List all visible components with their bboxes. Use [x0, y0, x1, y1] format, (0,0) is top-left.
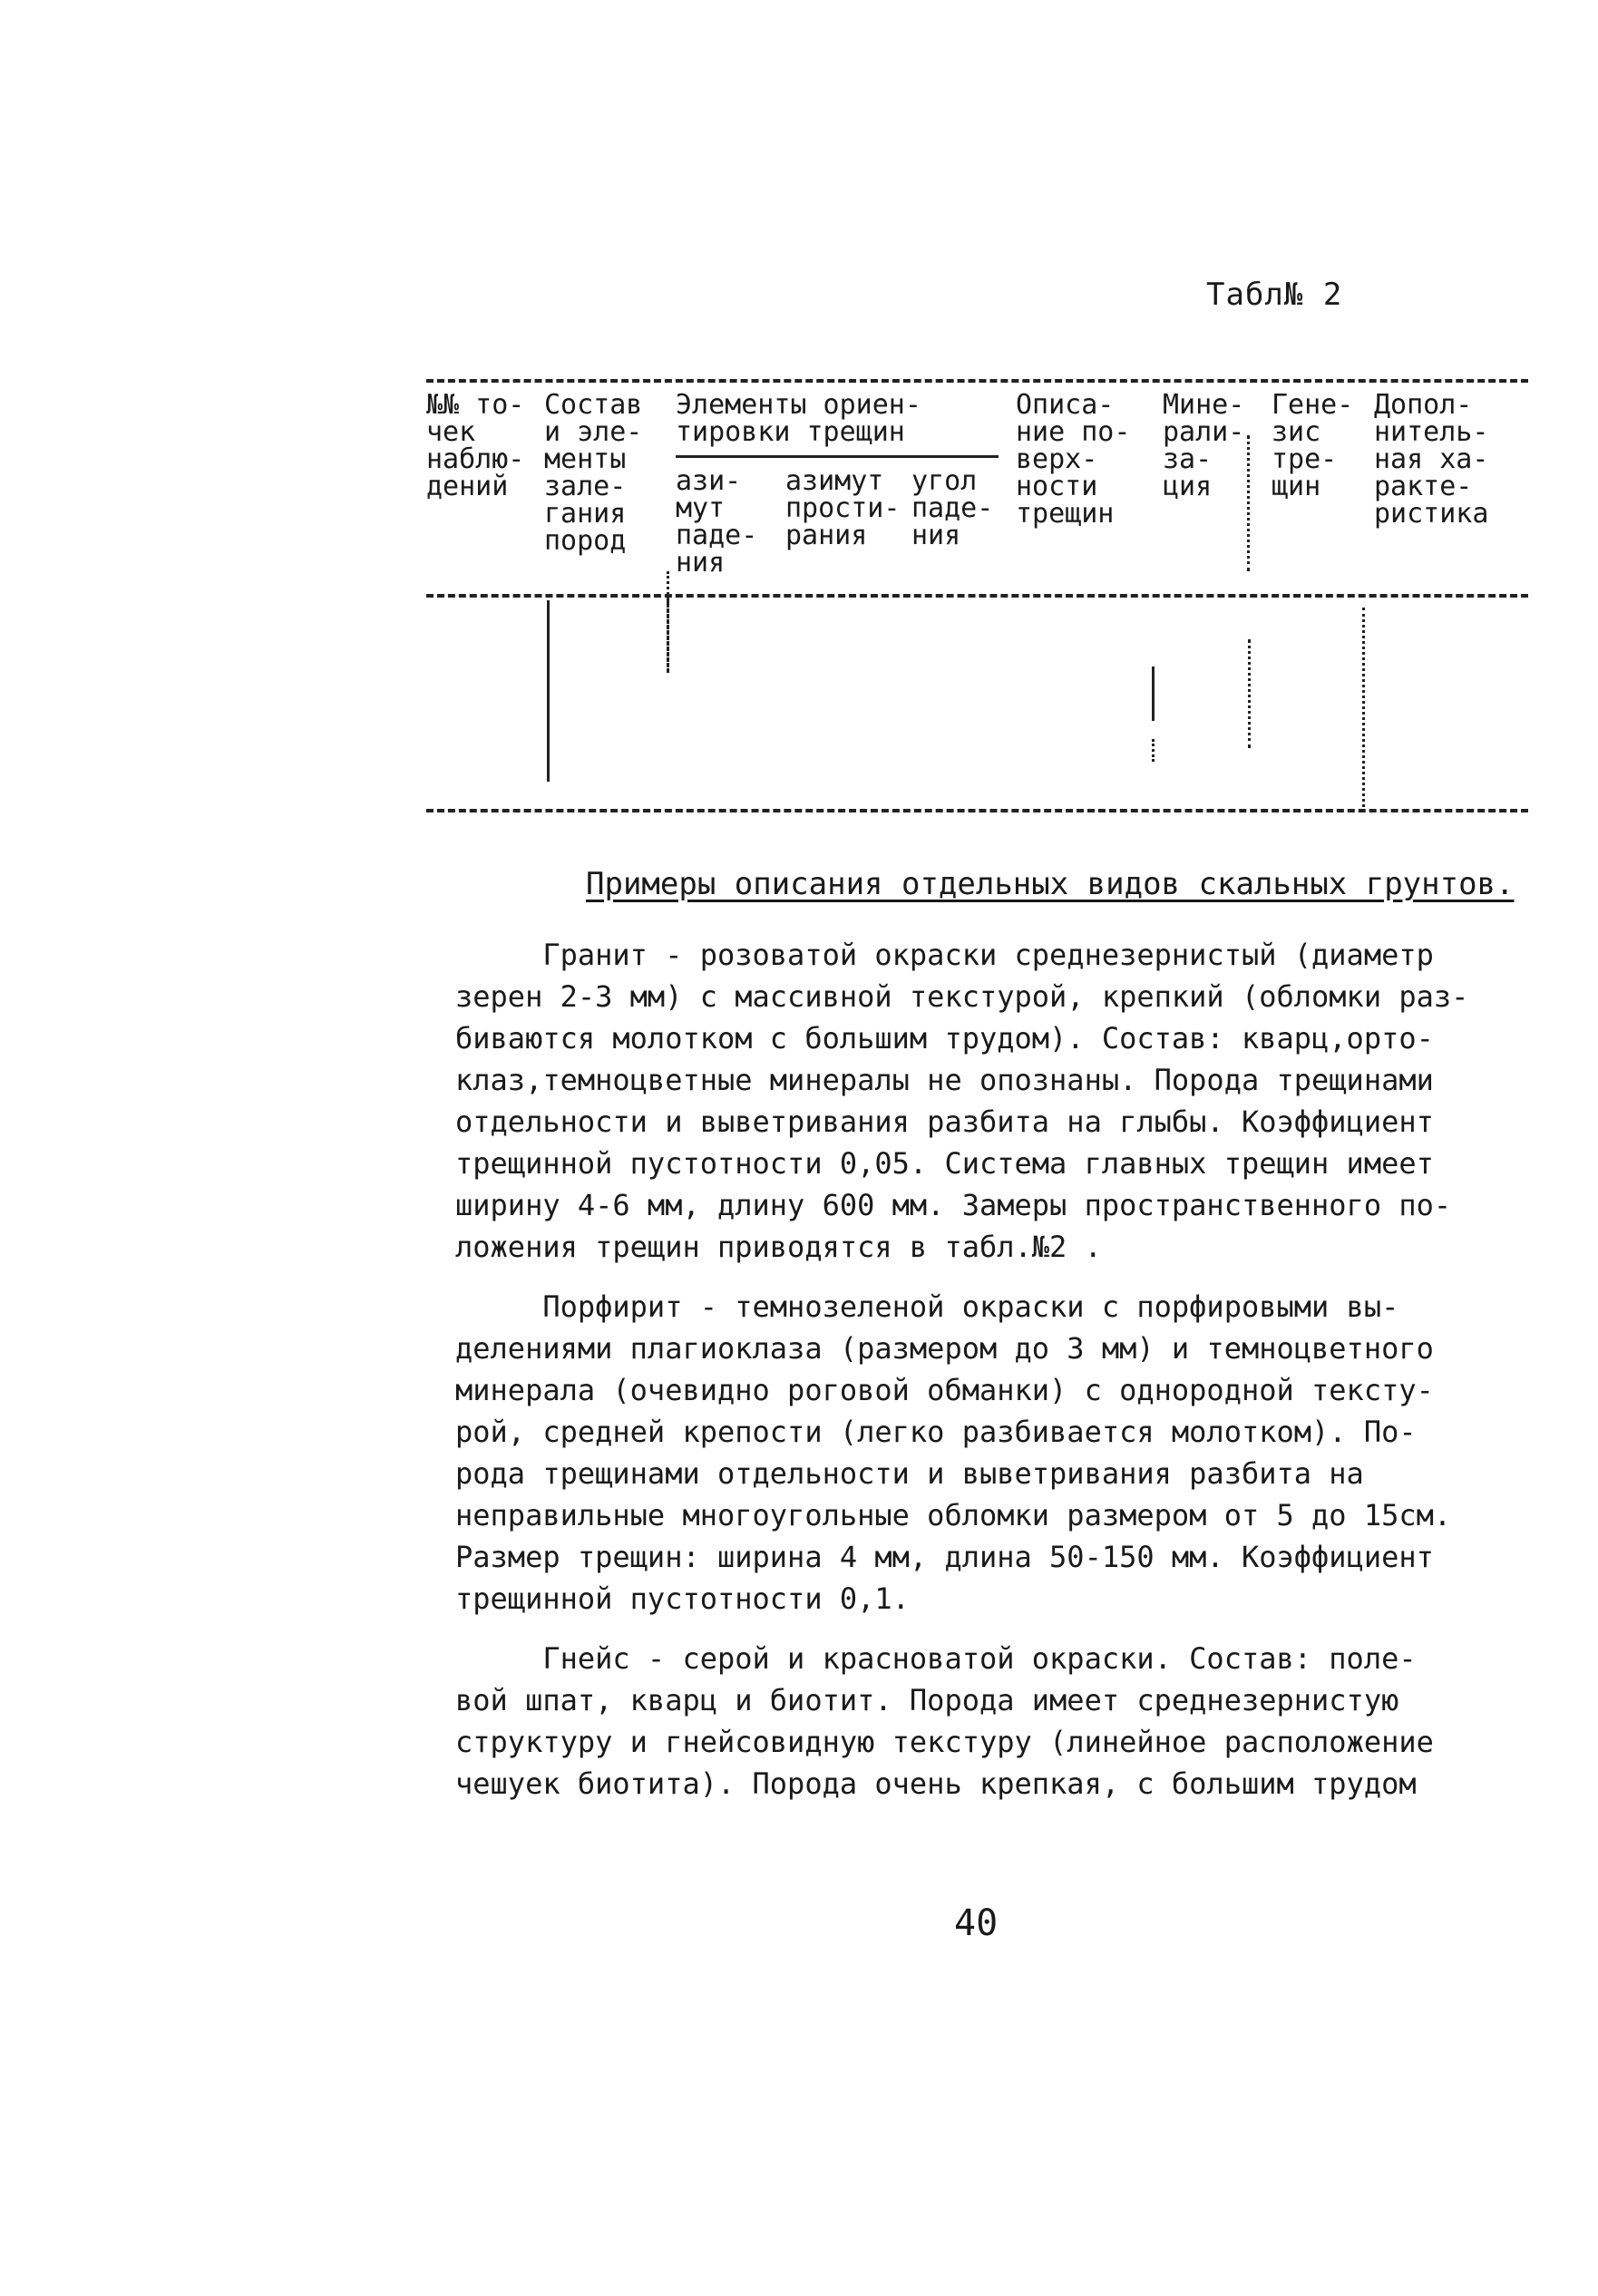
column-divider [1152, 739, 1155, 762]
text-line: ложения трещин приводятся в табл.№2 . [455, 1230, 1102, 1264]
header-mineralization: Мине- рали- за- ция [1163, 389, 1245, 502]
column-divider [1248, 639, 1251, 748]
table-bottom-rule [426, 809, 1528, 812]
text-line: рой, средней крепости (легко разбивается молотком). По- [455, 1415, 1417, 1449]
paragraph-granite [455, 934, 1516, 1268]
header-orientation: Элементы ориен- тировки трещин [676, 389, 921, 448]
text-line: ширину 4-6 мм, длину 600 мм. Замеры пространственного по- [455, 1188, 1452, 1222]
header-surface-description: Описа- ние по- верх- ности трещин [1016, 389, 1131, 530]
text-line: зерен 2-3 мм) с массивной текстурой, крепкий (обломки раз- [455, 979, 1469, 1014]
paragraph-porphyrite [455, 1286, 1516, 1620]
table-top-rule [426, 379, 1528, 383]
text-line: рода трещинами отдельности и выветривания разбита на [455, 1456, 1364, 1491]
header-additional: Допол- нитель- ная ха- ракте- ристика [1374, 389, 1489, 530]
text-line: отдельности и выветривания разбита на глыбы. Коэффициент [455, 1104, 1434, 1139]
section-title: Примеры описания отдельных видов скальных грунтов. [586, 866, 1515, 902]
text-line: неправильные многоугольные обломки размером от 5 до 15см. [455, 1498, 1452, 1532]
column-divider [1362, 608, 1365, 807]
column-divider [1152, 666, 1155, 721]
page-number: 40 [954, 1902, 999, 1944]
table-label: Табл№ 2 [1206, 277, 1343, 313]
text-line: вой шпат, кварц и биотит. Порода имеет среднезернистую [455, 1683, 1399, 1717]
subheader-dip-azimuth: ази- мут паде- ния [676, 465, 758, 579]
text-line: Размер трещин: ширина 4 мм, длина 50-150 мм. Коэффициент [455, 1540, 1434, 1574]
text-line: трещинной пустотности 0,05. Система главных трещин имеет [455, 1146, 1434, 1181]
column-divider [1247, 435, 1250, 571]
text-line: Порфирит - темнозеленой окраски с порфировыми вы- [455, 1289, 1399, 1324]
subheader-strike-azimuth: азимут прости- рания [785, 465, 901, 551]
text-line: минерала (очевидно роговой обманки) с однородной тексту- [455, 1373, 1434, 1407]
column-divider [547, 600, 550, 782]
column-divider [667, 600, 669, 673]
text-line: Гранит - розоватой окраски среднезернистый (диаметр [455, 938, 1434, 972]
text-line: структуру и гнейсовидную текстуру (линейное расположение [455, 1725, 1434, 1759]
paragraph-gneiss [455, 1638, 1516, 1805]
text-line: трещинной пустотности 0,1. [455, 1581, 910, 1616]
text-line: биваются молотком с большим трудом). Состав: кварц,орто- [455, 1021, 1434, 1056]
text-line: чешуек биотита). Порода очень крепкая, с большим трудом [455, 1766, 1417, 1801]
text-line: делениями плагиоклаза (размером до 3 мм) и темноцветного [455, 1331, 1434, 1366]
header-genesis: Гене- зис тре- щин [1272, 389, 1354, 502]
header-composition: Состав и эле- менты зале- гания пород [544, 389, 643, 557]
table-header-rule [426, 594, 1528, 598]
text-line: клаз,темноцветные минералы не опознаны. Порода трещинами [455, 1063, 1434, 1097]
text-line: Гнейс - серой и красноватой окраски. Состав: поле- [455, 1641, 1417, 1676]
orientation-subheader-rule [676, 455, 999, 458]
subheader-dip-angle: угол паде- ния [911, 465, 994, 551]
header-observation-points: №№ то- чек наблю- дений [426, 389, 525, 502]
